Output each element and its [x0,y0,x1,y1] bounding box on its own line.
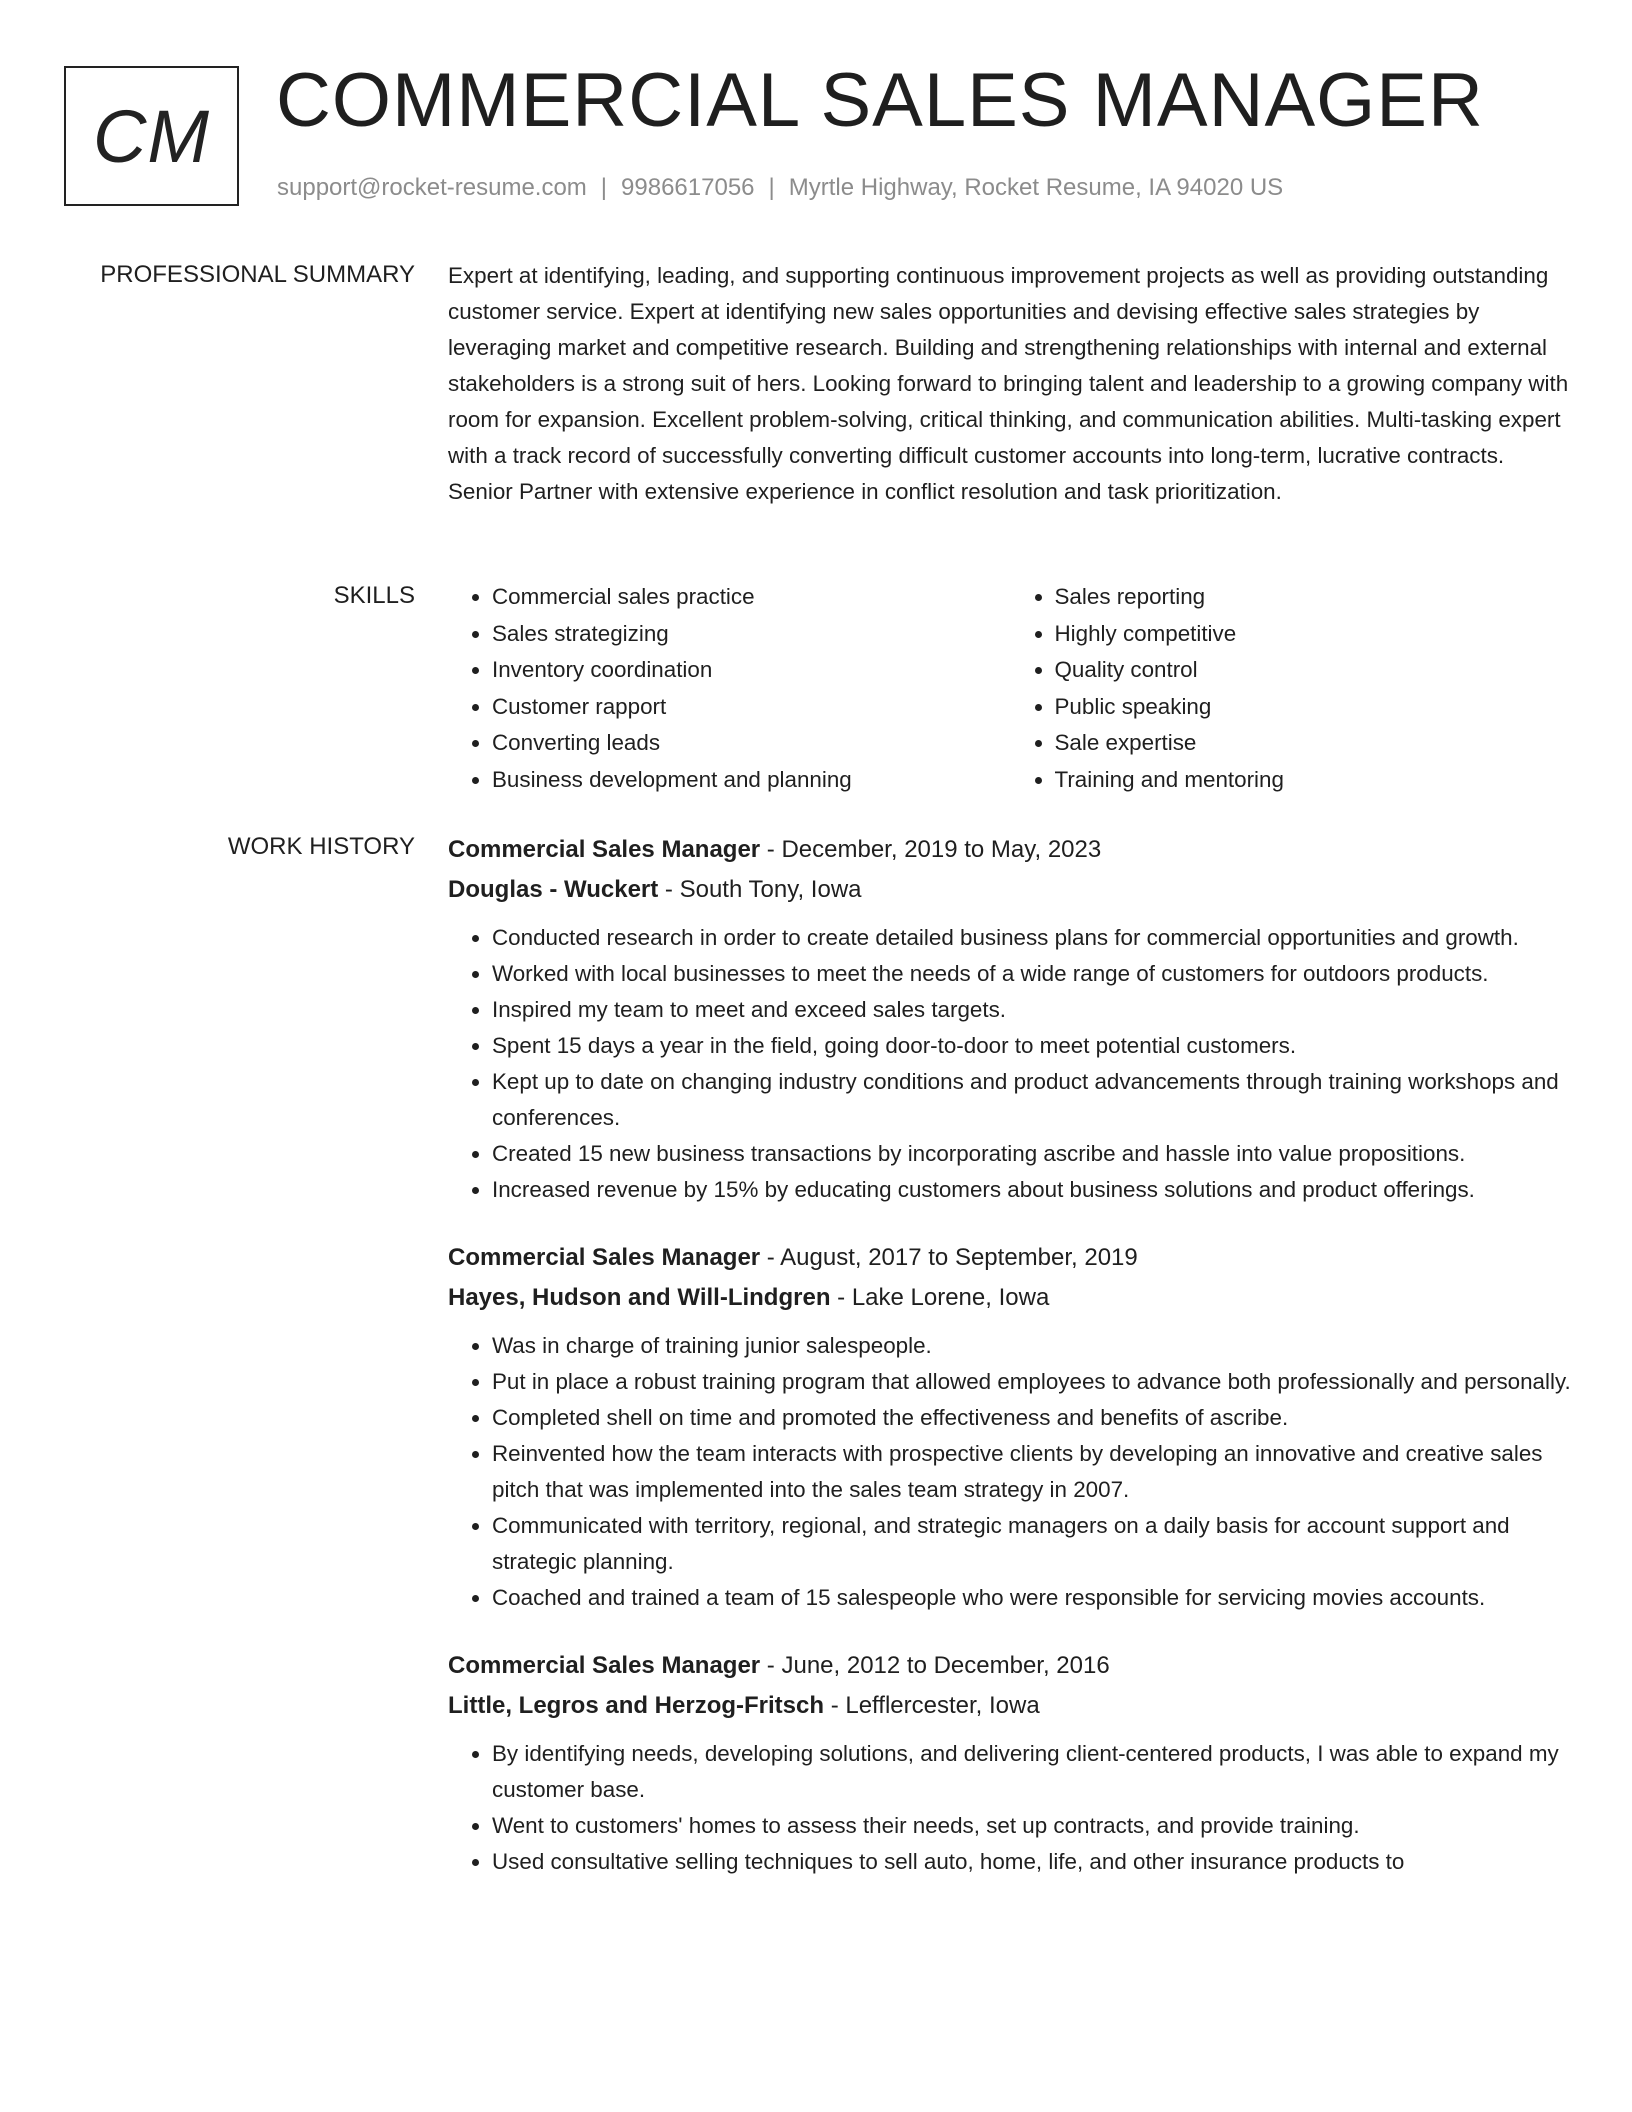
work-history-heading: WORK HISTORY [227,833,415,860]
skill-item: • Sale expertise [1055,725,1574,762]
skills-list-left [448,579,1011,799]
skill-item: • Training and mentoring [1055,762,1574,799]
summary-body [448,258,1573,510]
summary-heading: PROFESSIONAL SUMMARY [100,261,415,288]
job-title-line [448,1646,1573,1686]
job-bullet: • Completed shell on time and promoted the effectiveness and benefits of ascribe. [492,1400,1573,1436]
address-text: Myrtle Highway, Rocket Resume, IA 94020 US [788,174,1284,201]
skill-item: • Sales strategizing [492,616,1011,653]
job-bullet-list [448,920,1573,1208]
contact-line [277,174,1283,202]
job-title: Commercial Sales Manager [448,1652,761,1679]
job-bullet: • Conducted research in order to create detailed business plans for commercial opportunities and growth. [492,920,1573,956]
skill-item: • Business development and planning [492,762,1011,799]
job-title: Commercial Sales Manager [448,1244,761,1271]
skills-body [448,579,1573,799]
job-bullet: • Inspired my team to meet and exceed sales targets. [492,992,1573,1028]
job-bullet: • Coached and trained a team of 15 salespeople who were responsible for servicing movies accounts. [492,1580,1573,1616]
contact-separator: | [600,174,608,201]
job-dates: - August, 2017 to September, 2019 [760,1244,1138,1271]
skill-item: • Customer rapport [492,689,1011,726]
email-text: support@rocket-resume.com [277,174,587,201]
job-bullet: • Was in charge of training junior salespeople. [492,1328,1573,1364]
job-bullet: • By identifying needs, developing solutions, and delivering client-centered products, I was able to expand my customer base. [492,1736,1573,1808]
phone-text: 9986617056 [621,174,755,201]
job-location: - Lefflercester, Iowa [824,1692,1040,1719]
skills-columns [448,579,1573,799]
skill-item: • Inventory coordination [492,652,1011,689]
job-location: - South Tony, Iowa [658,876,862,903]
job-bullet: • Increased revenue by 15% by educating customers about business solutions and product offerings. [492,1172,1573,1208]
monogram-logo: CM [64,66,239,206]
job-bullet-list [448,1328,1573,1616]
skills-heading: SKILLS [333,582,415,609]
job-location: - Lake Lorene, Iowa [830,1284,1050,1311]
skill-item: • Quality control [1055,652,1574,689]
job-company-line [448,870,1573,910]
job-title-line [448,1238,1573,1278]
skill-item: • Sales reporting [1055,579,1574,616]
job-company-line [448,1686,1573,1726]
job-company: Hayes, Hudson and Will-Lindgren [448,1284,831,1311]
skill-item: • Converting leads [492,725,1011,762]
job-bullet: • Created 15 new business transactions by incorporating ascribe and hassle into value propositions. [492,1136,1573,1172]
job-bullet: • Reinvented how the team interacts with prospective clients by developing an innovative and creative sales pitch that was implemented into the sales team strategy in 2007. [492,1436,1573,1508]
skills-list-right [1011,579,1574,799]
job-title-line [448,830,1573,870]
work-history-body [448,830,1573,1910]
job-company: Douglas - Wuckert [448,876,659,903]
job-bullet: • Communicated with territory, regional, and strategic managers on a daily basis for account support and strategic planning. [492,1508,1573,1580]
job-bullet: • Kept up to date on changing industry conditions and product advancements through training workshops and conferences. [492,1064,1573,1136]
job-bullet: • Used consultative selling techniques to sell auto, home, life, and other insurance products to [492,1844,1573,1880]
job-bullet: • Put in place a robust training program that allowed employees to advance both professionally and personally. [492,1364,1573,1400]
job-bullet-list [448,1736,1573,1880]
summary-text: Expert at identifying, leading, and supporting continuous improvement projects as well as providing outstanding customer service. Expert at identifying new sales opportunities and devising effective sales strategies by leveraging market and competitive research. Building and strengthening relationships with internal and external stakeholders is a strong suit of hers. Looking forward to bringing talent and leadership to a growing company with room for expansion. Excellent problem-solving, critical thinking, and communication abilities. Multi-tasking expert with a track record of successfully converting difficult customer accounts into long-term, lucrative contracts. Senior Partner with extensive experience in conflict resolution and task prioritization. [448,263,1569,504]
job-bullet: • Went to customers' homes to assess their needs, set up contracts, and provide training. [492,1808,1573,1844]
resume-title: COMMERCIAL SALES MANAGER [276,58,1484,143]
job-company-line [448,1278,1573,1318]
contact-separator: | [768,174,775,201]
job-bullet: • Worked with local businesses to meet the needs of a wide range of customers for outdoors products. [492,956,1573,992]
job-entry [448,1646,1573,1880]
skill-item: • Commercial sales practice [492,579,1011,616]
job-bullet: • Spent 15 days a year in the field, going door-to-door to meet potential customers. [492,1028,1573,1064]
skill-item: • Highly competitive [1055,616,1574,653]
job-dates: - December, 2019 to May, 2023 [760,836,1102,863]
job-title: Commercial Sales Manager [448,836,761,863]
job-dates: - June, 2012 to December, 2016 [760,1652,1110,1679]
job-company: Little, Legros and Herzog-Fritsch [448,1692,825,1719]
skill-item: • Public speaking [1055,689,1574,726]
job-entry [448,1238,1573,1616]
job-entry [448,830,1573,1208]
